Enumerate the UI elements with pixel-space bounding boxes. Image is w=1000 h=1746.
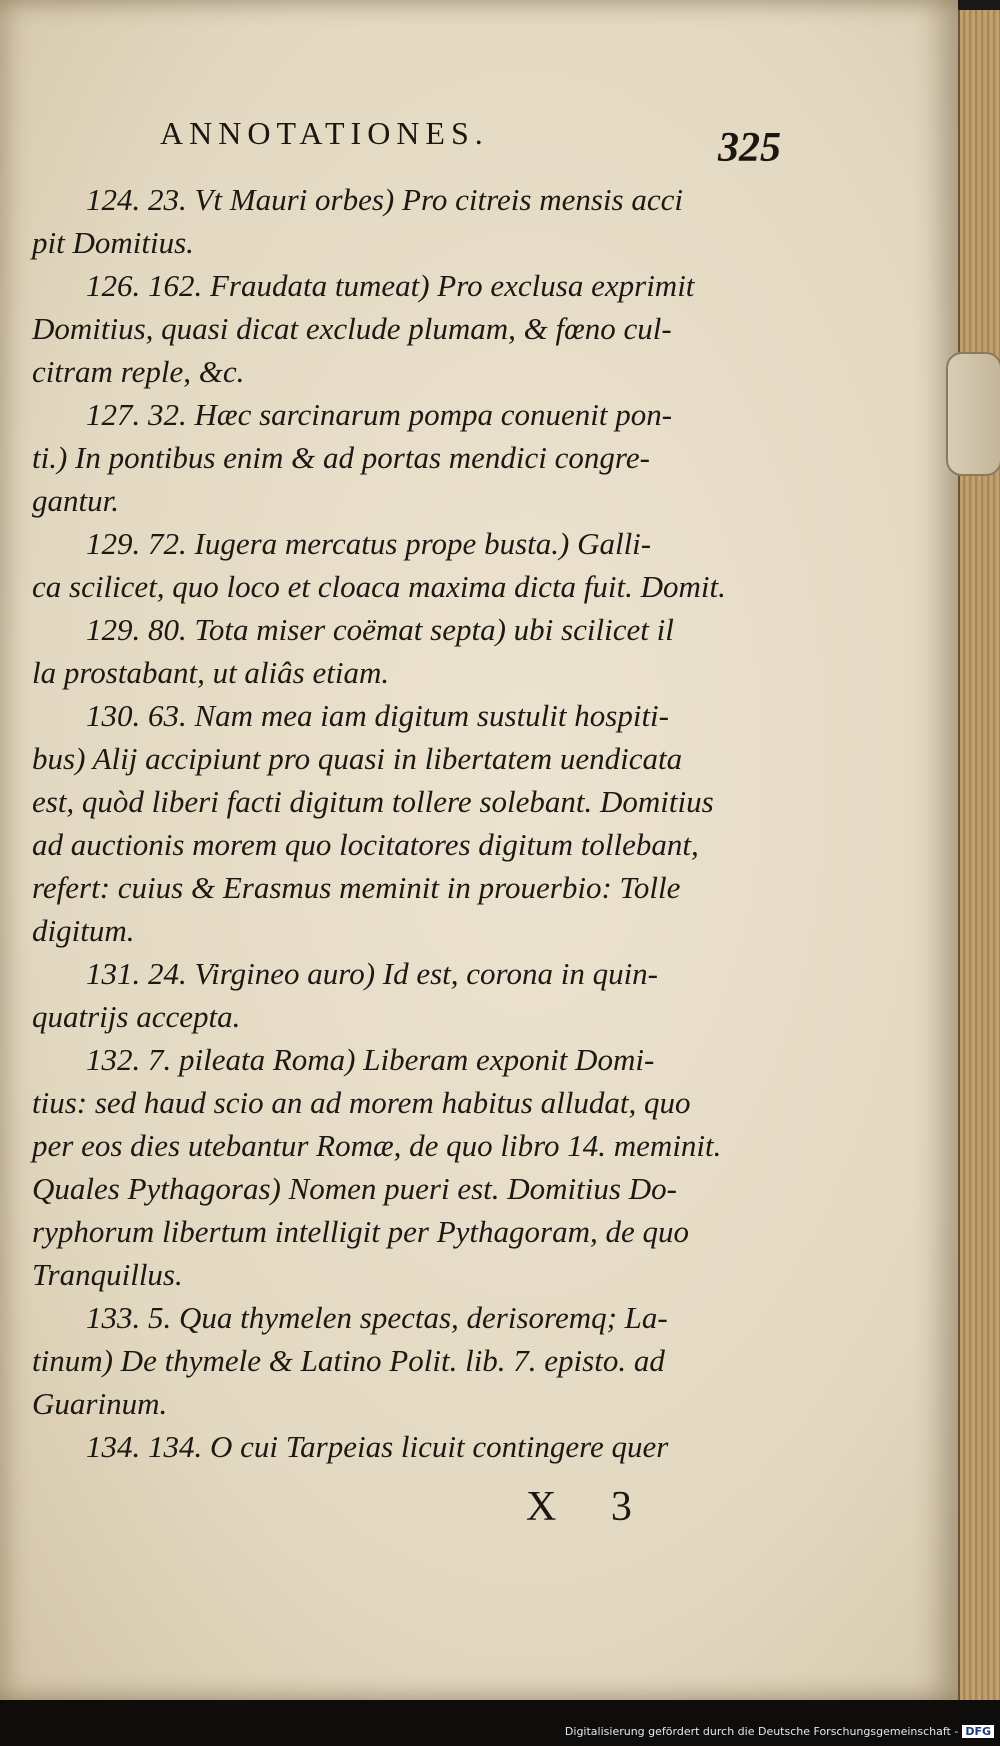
running-header: ANNOTATIONES.: [160, 115, 489, 151]
text-line: Tranquillus.: [32, 1257, 183, 1292]
text-line: ad auctionis morem quo locitatores digitum tollebant,: [32, 827, 699, 862]
page-edges: [958, 10, 1000, 1700]
text-line: digitum.: [32, 913, 135, 948]
signature-mark: X 3: [526, 1484, 654, 1530]
text-line: 133. 5. Qua thymelen spectas, derisoremq; La-: [86, 1300, 668, 1335]
text-line: est, quòd liberi facti digitum tollere solebant. Domitius: [32, 784, 714, 819]
text-line: gantur.: [32, 483, 119, 518]
credit-text: Digitalisierung gefördert durch die Deutsche Forschungsgemeinschaft -: [564, 1725, 959, 1738]
scan-margin: [0, 1700, 1000, 1746]
text-line: citram reple, &c.: [32, 354, 245, 389]
dfg-logo: DFG: [962, 1725, 994, 1738]
text-line: la prostabant, ut aliâs etiam.: [32, 655, 390, 690]
text-line: tinum) De thymele & Latino Polit. lib. 7. episto. ad: [32, 1343, 665, 1378]
text-line: Guarinum.: [32, 1386, 168, 1421]
text-line: refert: cuius & Erasmus meminit in prouerbio: Tolle: [32, 870, 681, 905]
book-clasp: [946, 352, 1000, 476]
text-line: 124. 23. Vt Mauri orbes) Pro citreis mensis acci: [86, 182, 683, 217]
text-line: 132. 7. pileata Roma) Liberam exponit Domi-: [86, 1042, 655, 1077]
text-line: 131. 24. Virgineo auro) Id est, corona in quin-: [86, 956, 659, 991]
text-line: bus) Alij accipiunt pro quasi in libertatem uendicata: [32, 741, 683, 776]
text-line: 130. 63. Nam mea iam digitum sustulit hospiti-: [86, 698, 669, 733]
text-line: 134. 134. O cui Tarpeias licuit contingere quer: [86, 1429, 669, 1464]
text-line: ti.) In pontibus enim & ad portas mendici congre-: [32, 440, 650, 475]
text-line: quatrijs accepta.: [32, 999, 241, 1034]
text-line: Quales Pythagoras) Nomen pueri est. Domitius Do-: [32, 1171, 677, 1206]
text-line: tius: sed haud scio an ad morem habitus alludat, quo: [32, 1085, 691, 1120]
text-line: ryphorum libertum intelligit per Pythagoram, de quo: [32, 1214, 689, 1249]
text-line: per eos dies utebantur Romæ, de quo libro 14. meminit.: [32, 1128, 722, 1163]
text-line: 129. 72. Iugera mercatus prope busta.) Galli-: [86, 526, 652, 561]
text-line: 126. 162. Fraudata tumeat) Pro exclusa exprimit: [86, 268, 695, 303]
digitization-credit: [565, 1725, 994, 1738]
text-line: 127. 32. Hæc sarcinarum pompa conuenit pon-: [86, 397, 673, 432]
page-number: 325: [718, 125, 781, 171]
text-line: 129. 80. Tota miser coëmat septa) ubi scilicet il: [86, 612, 674, 647]
annotation-text: [32, 178, 732, 1468]
text-line: ca scilicet, quo loco et cloaca maxima dicta fuit. Domit.: [32, 569, 726, 604]
text-line: pit Domitius.: [32, 225, 194, 260]
text-line: Domitius, quasi dicat exclude plumam, & fœno cul-: [32, 311, 672, 346]
